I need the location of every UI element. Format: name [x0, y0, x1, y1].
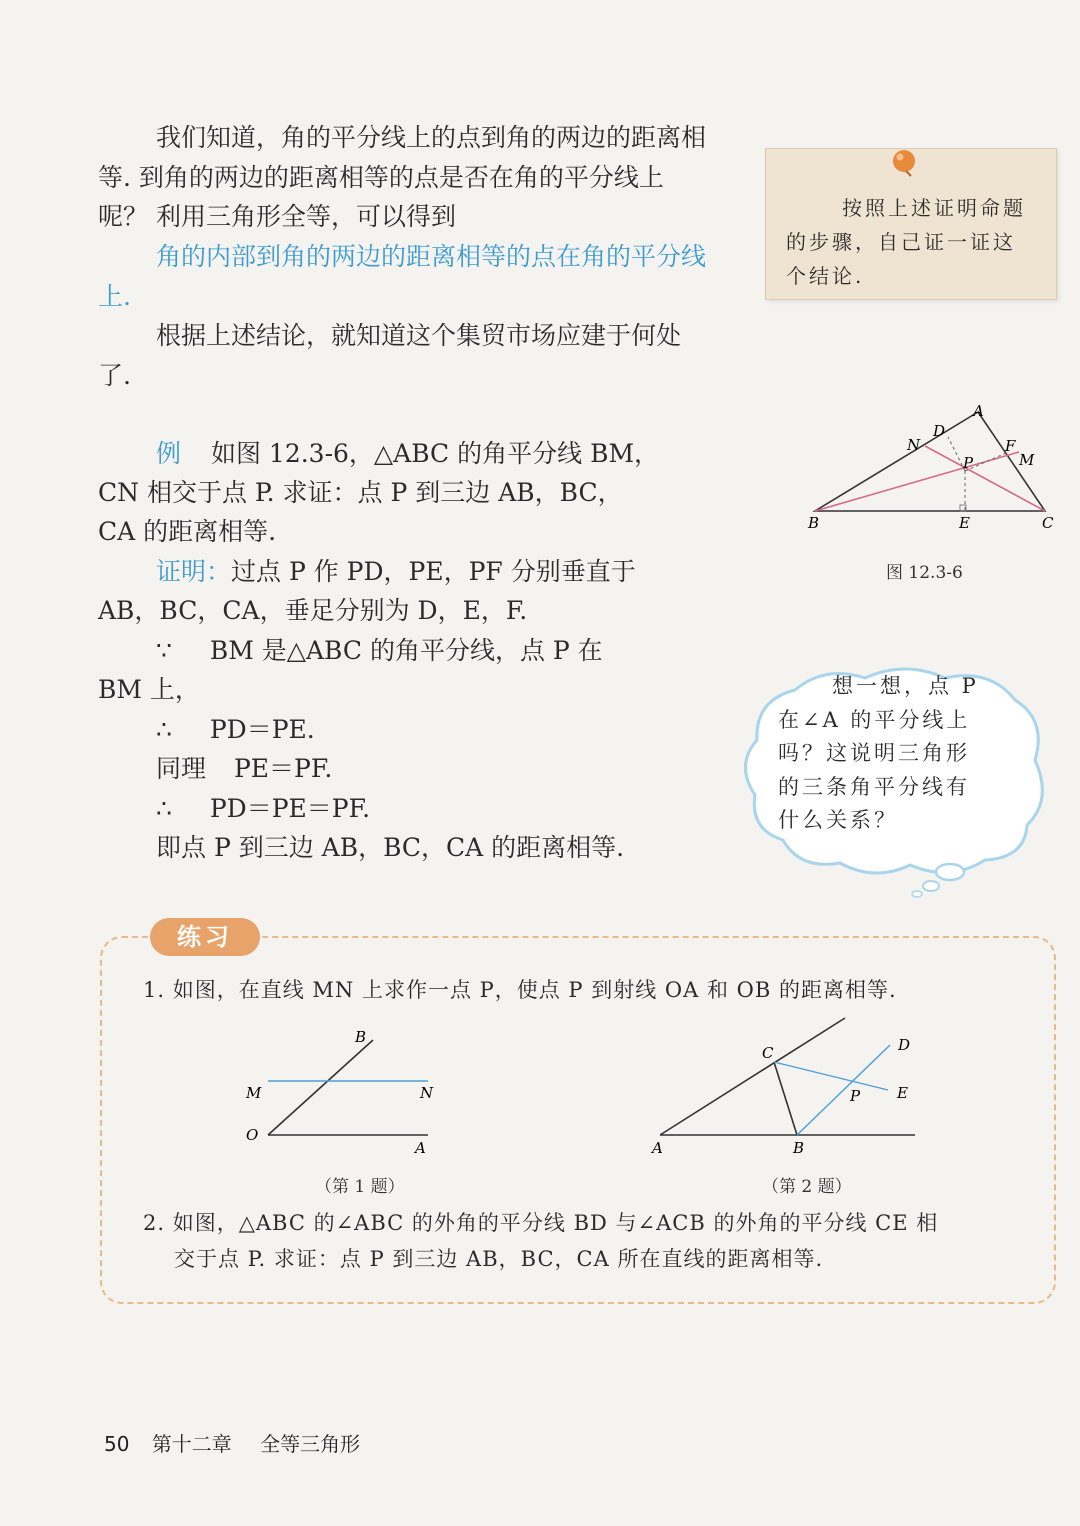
example-text-a: 如图 12.3-6，△ABC 的角平分线 BM，: [210, 439, 660, 468]
example-line-2: CN 相交于点 P. 求证：点 P 到三边 AB，BC，: [98, 478, 623, 507]
fig1-label-o: O: [246, 1126, 259, 1144]
fig2-label-c: C: [762, 1044, 774, 1062]
fig-label-d: D: [933, 422, 946, 440]
proof-text-a: 过点 P 作 PD，PE，PF 分别垂直于: [231, 557, 636, 586]
practice-badge: 练习: [150, 918, 260, 956]
fig1-label-a: A: [415, 1139, 426, 1157]
fig-label-p: P: [963, 454, 974, 472]
fig1-label-n: N: [420, 1084, 434, 1102]
side-note-text: 按照上述证明命题的步骤，自己证一证这个结论.: [786, 196, 1026, 288]
same-label: 同理: [156, 754, 207, 783]
proof-line-4: BM 上，: [98, 675, 200, 704]
proof-line-7: [156, 789, 370, 829]
exercise-2-caption: （第 2 题）: [762, 1177, 852, 1197]
therefore-symbol-2: ∴: [156, 794, 172, 823]
proof-step-2: PD＝PE.: [209, 715, 315, 744]
side-note: [765, 148, 1057, 300]
exercise-1: 1. 如图，在直线 MN 上求作一点 P，使点 P 到射线 OA 和 OB 的距离相等.: [143, 978, 897, 1002]
chapter-title: 全等三角形: [260, 1432, 361, 1456]
fig2-label-b: B: [793, 1139, 805, 1157]
fig2-label-e: E: [897, 1084, 908, 1102]
example-line-1: [156, 434, 659, 474]
fig-label-f: F: [1005, 437, 1016, 455]
fig-label-b: B: [808, 514, 820, 532]
fig-label-c: C: [1042, 514, 1054, 532]
theorem-statement: 角的内部到角的两边的距离相等的点在角的平分线上.: [98, 242, 707, 311]
figure-caption: 图 12.3-6: [886, 563, 963, 583]
because-symbol: ∵: [156, 636, 172, 665]
exercise-2-line-1: 2. 如图，△ABC 的∠ABC 的外角的平分线 BD 与∠ACB 的外角的平分线 CE 相: [143, 1211, 939, 1235]
exercise-1-figure: [230, 1020, 460, 1160]
proof-step-3: PE＝PF.: [233, 754, 333, 783]
fig-label-e: E: [959, 514, 970, 532]
proof-line-1: [156, 552, 636, 592]
fig-label-m: M: [1019, 451, 1035, 469]
proof-line-3: [156, 631, 603, 671]
fig1-label-b: B: [355, 1028, 367, 1046]
fig2-label-p: P: [850, 1087, 861, 1105]
proof-line-5: [156, 710, 315, 750]
fig1-label-m: M: [246, 1084, 262, 1102]
exercise-2-line-2: 交于点 P. 求证：点 P 到三边 AB，BC，CA 所在直线的距离相等.: [174, 1247, 824, 1271]
page-footer: [104, 1428, 360, 1457]
pushpin-icon: [889, 147, 919, 177]
example-label: 例: [156, 439, 182, 468]
fig-label-a: A: [973, 402, 984, 420]
proof-line-6: [156, 749, 332, 789]
intro-paragraph: 我们知道，角的平分线上的点到角的两边的距离相等. 到角的两边的距离相等的点是否在角的平分线上呢？ 利用三角形全等，可以得到: [98, 123, 707, 231]
therefore-symbol: ∴: [156, 715, 172, 744]
proof-line-2: AB，BC，CA，垂足分别为 D，E，F.: [98, 596, 528, 625]
exercise-2-figure: [640, 1010, 930, 1160]
proof-step-4: PD＝PE＝PF.: [209, 794, 371, 823]
fig2-label-a: A: [652, 1139, 663, 1157]
proof-conclusion: 即点 P 到三边 AB，BC，CA 的距离相等.: [156, 833, 625, 862]
page-number: 50: [104, 1432, 130, 1456]
exercise-1-caption: （第 1 题）: [315, 1177, 405, 1197]
chapter-number: 第十二章: [151, 1432, 232, 1456]
example-line-3: CA 的距离相等.: [98, 517, 277, 546]
proof-step-1a: BM 是△ABC 的角平分线，点 P 在: [209, 636, 603, 665]
conclusion-paragraph: 根据上述结论，就知道这个集贸市场应建于何处了.: [98, 321, 682, 390]
fig2-label-d: D: [898, 1036, 911, 1054]
fig-label-n: N: [907, 436, 921, 454]
figure-12-3-6: [800, 398, 1070, 538]
think-cloud-text: 想一想，点 P 在∠A 的平分线上吗？这说明三角形的三条角平分线有什么关系？: [778, 674, 979, 832]
proof-label: 证明：: [156, 557, 232, 586]
